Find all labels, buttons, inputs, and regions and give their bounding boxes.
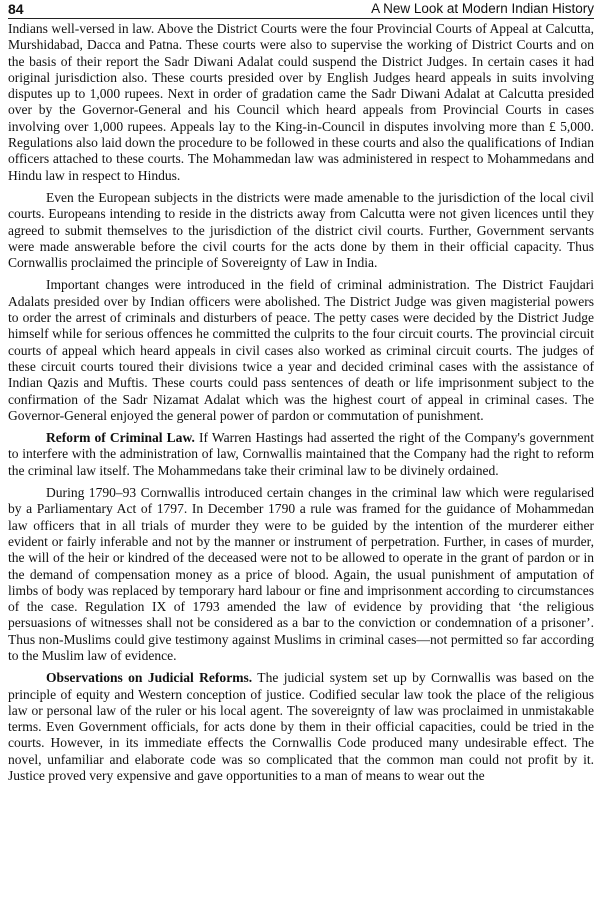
paragraph-text: During 1790–93 Cornwallis introduced certain changes in the criminal law which were regularised by a Parliamentary Act of 1797. In December 1790 a rule was framed for the guidance of Mohammedan law officers that in all trials of murder they were to be guided by the intention of the murderer either evident or fairly inferable and not by the manner or instrument of perpetration. Further, in cases of murder, the will of the heir or kindred of the deceased were not to be allowed to operate in the grant of pardon or in the demand of compensation money as a price of blood. Again, the usual punishment of amputation of limbs of body was replaced by temporary hard labour or fine and imprisonment according to circumstances of the case. Regulation IX of 1793 amended the law of evidence by providing that ‘the religious persuasions of witnesses shall not be considered as a bar to the conviction or condemnation of a prisoner’. Thus non-Muslims could give testimony against Muslims in criminal cases—not permitted so far according to the Muslim law of evidence. bbox=[8, 485, 594, 663]
paragraph-text: Indians well-versed in law. Above the District Courts were the four Provincial Courts of Appeal at Calcutta, Murshidabad, Dacca and Patna. These courts were also to supervise the working of District Courts and on the basis of their report the Sadr Diwani Adalat could suspend the District Judges. In certain cases it had original jurisdiction also. These courts presided over by English Judges heard appeals in suits involving disputes up to 1,000 rupees. Next in order of gradation came the Sadr Diwani Adalat at Calcutta presided over by the Governor-General and his Council which heard appeals from Provincial Courts in cases involving over 1,000 rupees. Appeals lay to the King-in-Council in disputes involving more than £ 5,000. Regulations also laid down the procedure to be followed in these courts and also the qualifications of Indian officers attached to these courts. The Mohammedan law was administered in respect to Mohammedans and Hindu law in respect to Hindus. bbox=[8, 21, 594, 183]
paragraph-text: The judicial system set up by Cornwallis was based on the principle of equity and Western conception of justice. Codified secular law took the place of the religious law or personal law of the ruler or his local agent. The sovereignty of law was proclaimed in unmistakable terms. Even Government officials, for acts done by them in their official capacities, could be tried in the courts. However, in its immediate effects the Cornwallis Code produced many undesirable effect. The novel, unfamiliar and elaborate code was so complicated that the common man could not profit by it. Justice proved very expensive and gave opportunities to a man of means to wear out the bbox=[8, 670, 594, 784]
paragraph-text: If Warren Hastings had asserted the right of the Company's government to interfere with the administration of law, Cornwallis maintained that the Company had the right to reform the criminal law itself. The Mohammedans take their criminal law to be divinely ordained. bbox=[8, 430, 594, 478]
paragraph-text: Important changes were introduced in the field of criminal administration. The District Faujdari Adalats presided over by Indian officers were abolished. The District Judge was given magisterial powers to order the arrest of criminals and disturbers of peace. The petty cases were decided by the District Judge himself while for serious offences he committed the culprits to the four circuit courts. The provincial circuit courts of appeal which heard appeals in civil cases also worked as criminal circuit courts. The judges of these circuit courts toured their divisions twice a year and decided criminal cases with the assistance of Indian Qazis and Muftis. These courts could pass sentences of death or life imprisonment subject to the confirmation of the Sadr Nizamat Adalat which was the highest court of appeal in criminal cases. The Governor-General enjoyed the general power of pardon or commutation of punishment. bbox=[8, 277, 594, 423]
body-text bbox=[8, 21, 594, 784]
paragraph bbox=[8, 485, 594, 664]
paragraph bbox=[8, 430, 594, 479]
running-title: A New Look at Modern Indian History bbox=[371, 1, 594, 16]
paragraph bbox=[8, 277, 594, 424]
paragraph-text: Even the European subjects in the districts were made amenable to the jurisdiction of the local civil courts. Europeans intending to reside in the districts away from Calcutta were not given licences until they agreed to submit themselves to the jurisdiction of the district civil courts. Further, Government servants were made answerable before the civil courts for the acts done by them in their official capacity. Thus Cornwallis proclaimed the principle of Sovereignty of Law in India. bbox=[8, 189, 594, 271]
paragraph bbox=[8, 190, 594, 271]
section-heading: Observations on Judicial Reforms. bbox=[46, 670, 253, 686]
section-heading: Reform of Criminal Law. bbox=[46, 430, 195, 446]
page-header bbox=[8, 0, 594, 19]
paragraph bbox=[8, 21, 594, 184]
page-number: 84 bbox=[8, 1, 24, 17]
paragraph bbox=[8, 670, 594, 784]
